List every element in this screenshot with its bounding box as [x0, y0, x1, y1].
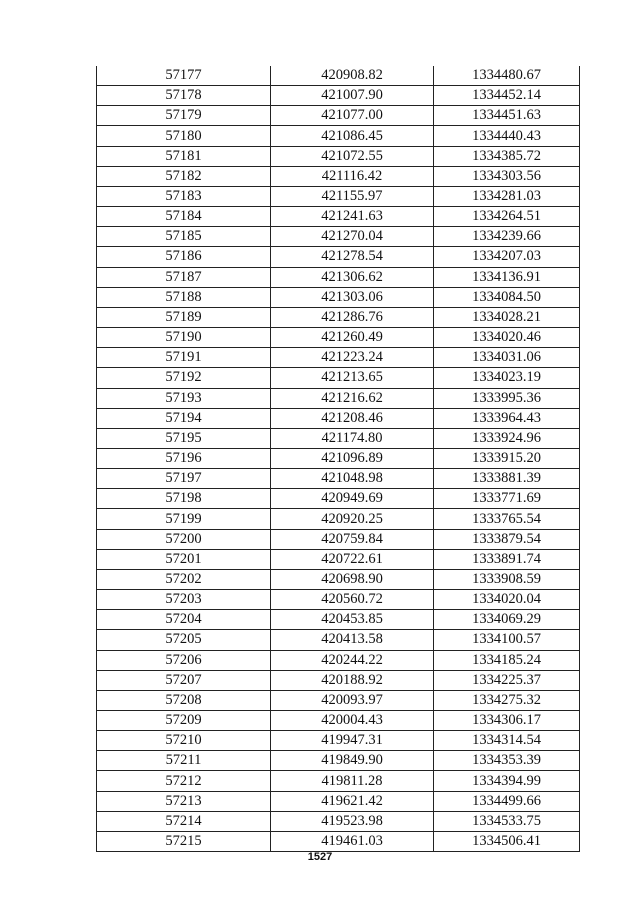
- y-coordinate-cell: 1334480.67: [434, 66, 580, 86]
- point-id-cell: 57197: [97, 469, 271, 489]
- table-row: [97, 227, 580, 247]
- table-row: [97, 569, 580, 589]
- y-coordinate-cell: 1334136.91: [434, 267, 580, 287]
- table-row: [97, 408, 580, 428]
- y-coordinate-cell: 1333995.36: [434, 388, 580, 408]
- y-coordinate-cell: 1334264.51: [434, 207, 580, 227]
- x-coordinate-cell: 420722.61: [271, 549, 434, 569]
- table-row: [97, 811, 580, 831]
- y-coordinate-cell: 1333924.96: [434, 428, 580, 448]
- point-id-cell: 57202: [97, 569, 271, 589]
- y-coordinate-cell: 1334506.41: [434, 831, 580, 851]
- y-coordinate-cell: 1334314.54: [434, 731, 580, 751]
- point-id-cell: 57184: [97, 207, 271, 227]
- x-coordinate-cell: 419621.42: [271, 791, 434, 811]
- point-id-cell: 57186: [97, 247, 271, 267]
- table-row: [97, 690, 580, 710]
- table-row: [97, 428, 580, 448]
- table-row: [97, 549, 580, 569]
- x-coordinate-cell: 420413.58: [271, 630, 434, 650]
- coordinates-table: [96, 66, 580, 852]
- point-id-cell: 57188: [97, 287, 271, 307]
- table-row: [97, 529, 580, 549]
- point-id-cell: 57192: [97, 368, 271, 388]
- table-row: [97, 630, 580, 650]
- y-coordinate-cell: 1334023.19: [434, 368, 580, 388]
- table-row: [97, 650, 580, 670]
- y-coordinate-cell: 1333891.74: [434, 549, 580, 569]
- point-id-cell: 57207: [97, 670, 271, 690]
- point-id-cell: 57179: [97, 106, 271, 126]
- point-id-cell: 57187: [97, 267, 271, 287]
- x-coordinate-cell: 420908.82: [271, 66, 434, 86]
- point-id-cell: 57181: [97, 146, 271, 166]
- point-id-cell: 57200: [97, 529, 271, 549]
- x-coordinate-cell: 421216.62: [271, 388, 434, 408]
- y-coordinate-cell: 1334020.04: [434, 590, 580, 610]
- point-id-cell: 57189: [97, 307, 271, 327]
- point-id-cell: 57203: [97, 590, 271, 610]
- table-row: [97, 146, 580, 166]
- table-row: [97, 186, 580, 206]
- y-coordinate-cell: 1334303.56: [434, 166, 580, 186]
- y-coordinate-cell: 1334275.32: [434, 690, 580, 710]
- y-coordinate-cell: 1334239.66: [434, 227, 580, 247]
- point-id-cell: 57205: [97, 630, 271, 650]
- table-row: [97, 348, 580, 368]
- x-coordinate-cell: 421072.55: [271, 146, 434, 166]
- x-coordinate-cell: 421241.63: [271, 207, 434, 227]
- point-id-cell: 57209: [97, 711, 271, 731]
- table-row: [97, 307, 580, 327]
- table-row: [97, 66, 580, 86]
- y-coordinate-cell: 1334069.29: [434, 610, 580, 630]
- point-id-cell: 57212: [97, 771, 271, 791]
- x-coordinate-cell: 420949.69: [271, 489, 434, 509]
- point-id-cell: 57182: [97, 166, 271, 186]
- y-coordinate-cell: 1334031.06: [434, 348, 580, 368]
- point-id-cell: 57215: [97, 831, 271, 851]
- point-id-cell: 57183: [97, 186, 271, 206]
- table-row: [97, 126, 580, 146]
- x-coordinate-cell: 421007.90: [271, 86, 434, 106]
- y-coordinate-cell: 1333771.69: [434, 489, 580, 509]
- table-row: [97, 610, 580, 630]
- x-coordinate-cell: 421096.89: [271, 448, 434, 468]
- x-coordinate-cell: 421213.65: [271, 368, 434, 388]
- y-coordinate-cell: 1334385.72: [434, 146, 580, 166]
- table-row: [97, 469, 580, 489]
- x-coordinate-cell: 421155.97: [271, 186, 434, 206]
- table-row: [97, 711, 580, 731]
- y-coordinate-cell: 1333908.59: [434, 569, 580, 589]
- table-row: [97, 731, 580, 751]
- y-coordinate-cell: 1333964.43: [434, 408, 580, 428]
- coordinates-table-body: [97, 66, 580, 852]
- y-coordinate-cell: 1334185.24: [434, 650, 580, 670]
- x-coordinate-cell: 420698.90: [271, 569, 434, 589]
- table-row: [97, 771, 580, 791]
- table-row: [97, 368, 580, 388]
- point-id-cell: 57195: [97, 428, 271, 448]
- y-coordinate-cell: 1334207.03: [434, 247, 580, 267]
- x-coordinate-cell: 420920.25: [271, 509, 434, 529]
- x-coordinate-cell: 421048.98: [271, 469, 434, 489]
- x-coordinate-cell: 420560.72: [271, 590, 434, 610]
- x-coordinate-cell: 421306.62: [271, 267, 434, 287]
- y-coordinate-cell: 1334028.21: [434, 307, 580, 327]
- point-id-cell: 57177: [97, 66, 271, 86]
- x-coordinate-cell: 421208.46: [271, 408, 434, 428]
- table-row: [97, 106, 580, 126]
- table-row: [97, 166, 580, 186]
- x-coordinate-cell: 419947.31: [271, 731, 434, 751]
- y-coordinate-cell: 1334451.63: [434, 106, 580, 126]
- y-coordinate-cell: 1334499.66: [434, 791, 580, 811]
- y-coordinate-cell: 1333879.54: [434, 529, 580, 549]
- table-row: [97, 388, 580, 408]
- y-coordinate-cell: 1334020.46: [434, 328, 580, 348]
- point-id-cell: 57185: [97, 227, 271, 247]
- x-coordinate-cell: 421077.00: [271, 106, 434, 126]
- y-coordinate-cell: 1333765.54: [434, 509, 580, 529]
- table-row: [97, 831, 580, 851]
- point-id-cell: 57180: [97, 126, 271, 146]
- y-coordinate-cell: 1334084.50: [434, 287, 580, 307]
- y-coordinate-cell: 1334440.43: [434, 126, 580, 146]
- x-coordinate-cell: 421278.54: [271, 247, 434, 267]
- x-coordinate-cell: 421270.04: [271, 227, 434, 247]
- table-row: [97, 328, 580, 348]
- point-id-cell: 57213: [97, 791, 271, 811]
- page-number: 1527: [307, 851, 333, 863]
- point-id-cell: 57199: [97, 509, 271, 529]
- x-coordinate-cell: 419461.03: [271, 831, 434, 851]
- y-coordinate-cell: 1334306.17: [434, 711, 580, 731]
- point-id-cell: 57214: [97, 811, 271, 831]
- x-coordinate-cell: 419849.90: [271, 751, 434, 771]
- table-row: [97, 267, 580, 287]
- table-row: [97, 448, 580, 468]
- x-coordinate-cell: 421223.24: [271, 348, 434, 368]
- table-row: [97, 489, 580, 509]
- y-coordinate-cell: 1334100.57: [434, 630, 580, 650]
- point-id-cell: 57204: [97, 610, 271, 630]
- point-id-cell: 57206: [97, 650, 271, 670]
- x-coordinate-cell: 420188.92: [271, 670, 434, 690]
- table-row: [97, 791, 580, 811]
- x-coordinate-cell: 421303.06: [271, 287, 434, 307]
- y-coordinate-cell: 1334452.14: [434, 86, 580, 106]
- y-coordinate-cell: 1334394.99: [434, 771, 580, 791]
- table-row: [97, 287, 580, 307]
- x-coordinate-cell: 421174.80: [271, 428, 434, 448]
- x-coordinate-cell: 420244.22: [271, 650, 434, 670]
- x-coordinate-cell: 421286.76: [271, 307, 434, 327]
- point-id-cell: 57178: [97, 86, 271, 106]
- x-coordinate-cell: 421116.42: [271, 166, 434, 186]
- point-id-cell: 57191: [97, 348, 271, 368]
- y-coordinate-cell: 1333915.20: [434, 448, 580, 468]
- x-coordinate-cell: 419523.98: [271, 811, 434, 831]
- x-coordinate-cell: 420093.97: [271, 690, 434, 710]
- x-coordinate-cell: 420759.84: [271, 529, 434, 549]
- x-coordinate-cell: 421086.45: [271, 126, 434, 146]
- point-id-cell: 57196: [97, 448, 271, 468]
- x-coordinate-cell: 419811.28: [271, 771, 434, 791]
- y-coordinate-cell: 1334281.03: [434, 186, 580, 206]
- table-row: [97, 207, 580, 227]
- point-id-cell: 57211: [97, 751, 271, 771]
- y-coordinate-cell: 1334225.37: [434, 670, 580, 690]
- x-coordinate-cell: 420004.43: [271, 711, 434, 731]
- table-row: [97, 509, 580, 529]
- point-id-cell: 57193: [97, 388, 271, 408]
- point-id-cell: 57190: [97, 328, 271, 348]
- x-coordinate-cell: 421260.49: [271, 328, 434, 348]
- table-row: [97, 751, 580, 771]
- point-id-cell: 57208: [97, 690, 271, 710]
- y-coordinate-cell: 1334353.39: [434, 751, 580, 771]
- table-row: [97, 247, 580, 267]
- point-id-cell: 57210: [97, 731, 271, 751]
- y-coordinate-cell: 1333881.39: [434, 469, 580, 489]
- table-row: [97, 590, 580, 610]
- table-row: [97, 670, 580, 690]
- x-coordinate-cell: 420453.85: [271, 610, 434, 630]
- point-id-cell: 57194: [97, 408, 271, 428]
- y-coordinate-cell: 1334533.75: [434, 811, 580, 831]
- table-row: [97, 86, 580, 106]
- point-id-cell: 57201: [97, 549, 271, 569]
- point-id-cell: 57198: [97, 489, 271, 509]
